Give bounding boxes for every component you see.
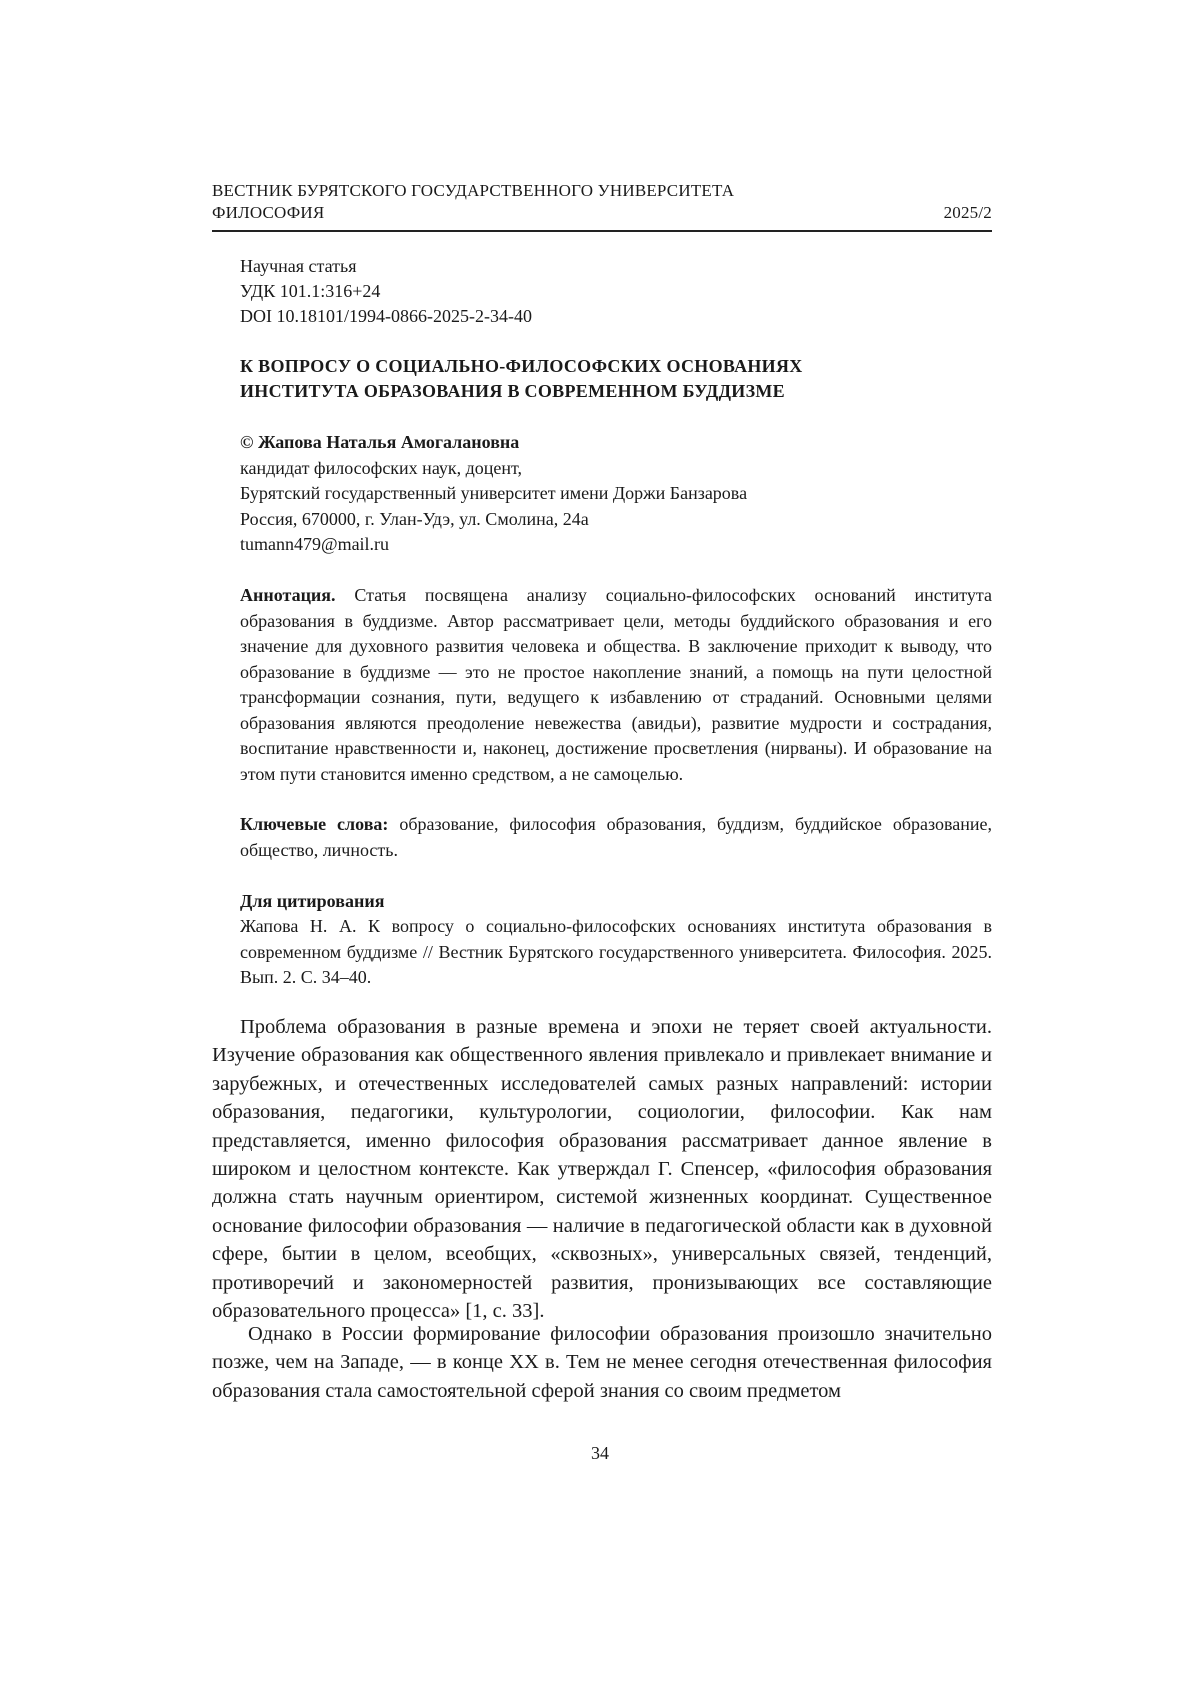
page-number: 34	[591, 1443, 609, 1463]
author-affiliation: Бурятский государственный университет имени Доржи Банзарова	[240, 483, 748, 503]
abstract	[240, 583, 992, 787]
journal-name: ВЕСТНИК БУРЯТСКОГО ГОСУДАРСТВЕННОГО УНИВЕРСИТЕТА	[212, 181, 735, 200]
body-paragraph-1: Проблема образования в разные времена и эпохи не теряет своей актуальности. Изучение образования как общественного явления привлекало и привлекает внимание и зарубежных, и отечественных исследователей самых разных направлений: истории образования, педагогики, культурологии, социологии, философии. Как нам представляется, именно философия образования рассматривает данное явление в широком и целостном контексте. Как утверждал Г. Спенсер, «философия образования должна стать научным ориентиром, системой жизненных координат. Существенное основание философии образования — наличие в педагогической области как в духовной сфере, бытии в целом, всеобщих, «сквозных», универсальных связей, тенденций, противоречий и закономерностей развития, пронизывающих все составляющие образовательного процесса» [1, с. 33].	[212, 1016, 992, 1323]
running-header	[212, 180, 992, 224]
body-paragraph-2: Однако в России формирование философии образования произошло значительно позже, чем на Западе, — в конце XX в. Тем не менее сегодня отечественная философия образования стала самостоятельной сферой знания со своим предметом	[212, 1323, 992, 1402]
keywords-label: Ключевые слова:	[240, 814, 389, 834]
article-title	[240, 354, 803, 404]
title-line-2: ИНСТИТУТА ОБРАЗОВАНИЯ В СОВРЕМЕННОМ БУДДИЗМЕ	[240, 381, 785, 401]
title-line-1: К ВОПРОСУ О СОЦИАЛЬНО-ФИЛОСОФСКИХ ОСНОВАНИЯХ	[240, 356, 803, 376]
keywords	[240, 812, 992, 863]
journal-section: ФИЛОСОФИЯ	[212, 203, 325, 222]
article-type: Научная статья	[240, 256, 357, 276]
author-name: © Жапова Наталья Амогалановна	[240, 432, 520, 452]
udc-code: УДК 101.1:316+24	[240, 281, 381, 301]
author-block	[240, 430, 747, 558]
keywords-text: образование, философия образования, буддизм, буддийское образование, общество, личность.	[240, 814, 993, 860]
header-rule	[212, 230, 992, 232]
issue-number: 2025/2	[943, 203, 992, 222]
doi: DOI 10.18101/1994-0866-2025-2-34-40	[240, 306, 532, 326]
citation-text: Жапова Н. А. К вопросу о социально-философских основаниях института образования в современном буддизме // Вестник Бурятского государственного университета. Философия. 2025. Вып. 2. С. 34–40.	[240, 916, 992, 987]
author-degree: кандидат философских наук, доцент,	[240, 457, 523, 478]
citation-heading: Для цитирования	[240, 891, 385, 911]
article-meta	[240, 254, 532, 329]
author-email[interactable]: tumann479@mail.ru	[240, 534, 390, 554]
author-address: Россия, 670000, г. Улан-Удэ, ул. Смолина, 24а	[240, 508, 589, 529]
abstract-label: Аннотация.	[240, 585, 336, 605]
abstract-text: Статья посвящена анализу социально-философских оснований института образования в буддизме. Автор рассматривает цели, методы буддийского образования и его значение для духовного развития человека и общества. В заключение приходит к выводу, что образование в буддизме — это не простое накопление знаний, а помощь на пути целостной трансформации сознания, пути, ведущего к избавлению от страданий. Основными целями образования являются преодоление невежества (авидьи), развитие мудрости и сострадания, воспитание нравственности и, наконец, достижение просветления (нирваны). И образование на этом пути становится именно средством, а не самоцелью.	[240, 585, 992, 784]
